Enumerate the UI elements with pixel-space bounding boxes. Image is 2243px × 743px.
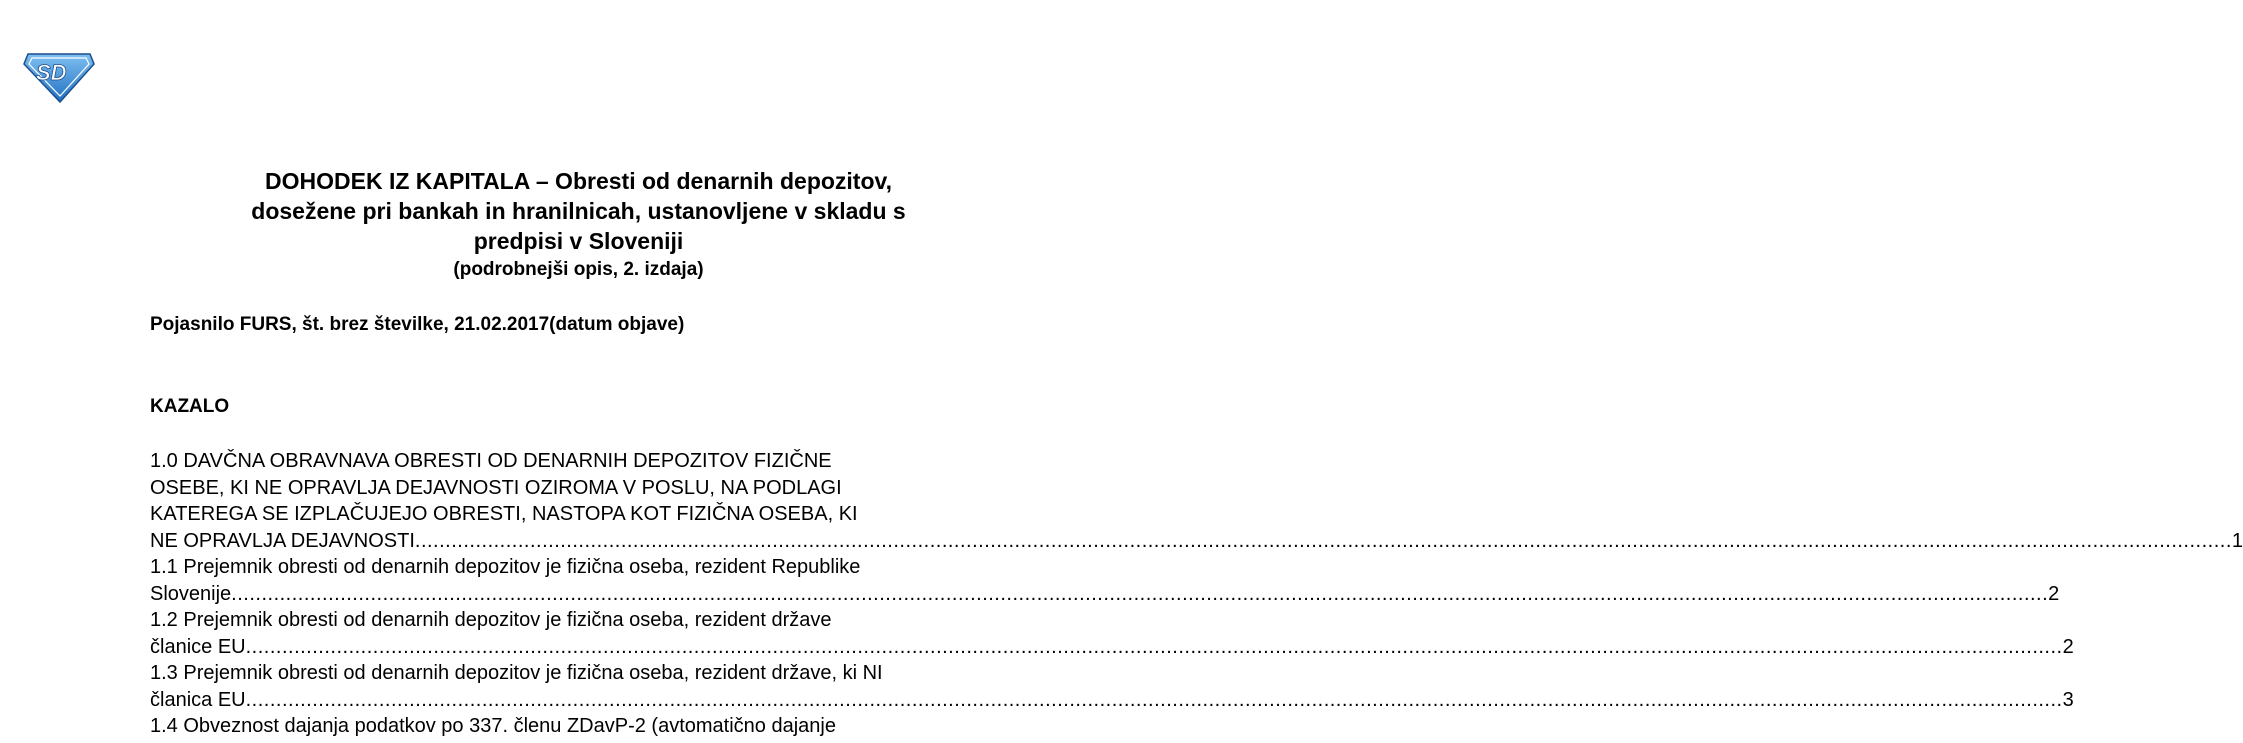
toc-page-number: 2: [2062, 635, 2074, 658]
toc-entry-text: članica EU: [150, 688, 246, 711]
toc-entry[interactable]: [150, 660, 2074, 713]
toc-page-number: 3: [2062, 688, 2074, 711]
toc-entry-text: 1.3 Prejemnik obresti od denarnih depozitov je fizična oseba, rezident države, ki NI: [150, 662, 883, 684]
toc-entry-last-line: [150, 634, 2074, 661]
toc-entry[interactable]: [150, 713, 1010, 740]
toc-entry-last-line: [150, 687, 2074, 714]
title-line-3: predpisi v Sloveniji: [473, 228, 684, 254]
toc-entry-last-line: [150, 528, 2243, 555]
toc-entry[interactable]: [150, 607, 2074, 660]
toc-entry[interactable]: [150, 448, 2243, 554]
toc-entry-text: Slovenije: [150, 582, 232, 605]
document-title: [0, 166, 1157, 284]
toc-page-number: 1: [2231, 529, 2243, 552]
toc-leader-dots: ............................................................................................................................................................................................................................................................................................................: [414, 529, 2232, 552]
toc-entry-last-line: [150, 581, 2060, 608]
toc-leader-dots: ............................................................................................................................................................................................................................................................................................................: [245, 635, 2063, 658]
title-line-1: DOHODEK IZ KAPITALA – Obresti od denarnih depozitov,: [265, 168, 892, 194]
toc-entry-text: 1.4 Obveznost dajanja podatkov po 337. členu ZDavP-2 (avtomatično dajanje: [150, 715, 836, 737]
toc-entry-text: 1.0 DAVČNA OBRAVNAVA OBRESTI OD DENARNIH DEPOZITOV FIZIČNE: [150, 450, 832, 472]
toc-heading: KAZALO: [150, 396, 230, 417]
toc-page-number: 2: [2048, 582, 2060, 605]
publication-info: Pojasnilo FURS, št. brez številke, 21.02.2017(datum objave): [150, 314, 685, 335]
toc-entry[interactable]: [150, 554, 2060, 607]
toc-leader-dots: ............................................................................................................................................................................................................................................................................................................: [245, 688, 2063, 711]
toc-entry-text: 1.2 Prejemnik obresti od denarnih depozitov je fizična oseba, rezident države: [150, 609, 832, 631]
sd-shield-logo-icon: [22, 48, 96, 104]
toc-entry-text: OSEBE, KI NE OPRAVLJA DEJAVNOSTI OZIROMA V POSLU, NA PODLAGI: [150, 476, 842, 499]
document-subtitle: (podrobnejši opis, 2. izdaja): [453, 259, 704, 280]
toc-entry-text: 1.1 Prejemnik obresti od denarnih depozitov je fizična oseba, rezident Republike: [150, 556, 861, 578]
toc-leader-dots: ............................................................................................................................................................................................................................................................................................................: [231, 582, 2049, 605]
svg-text:SD: SD: [36, 60, 67, 85]
toc-entry-text: NE OPRAVLJA DEJAVNOSTI: [150, 529, 415, 552]
title-line-2: dosežene pri bankah in hranilnicah, ustanovljene v skladu s: [251, 198, 906, 224]
toc-entry-text: članice EU: [150, 635, 246, 658]
toc-entry-text: KATEREGA SE IZPLAČUJEJO OBRESTI, NASTOPA KOT FIZIČNA OSEBA, KI: [150, 503, 858, 525]
table-of-contents: [150, 448, 2243, 740]
